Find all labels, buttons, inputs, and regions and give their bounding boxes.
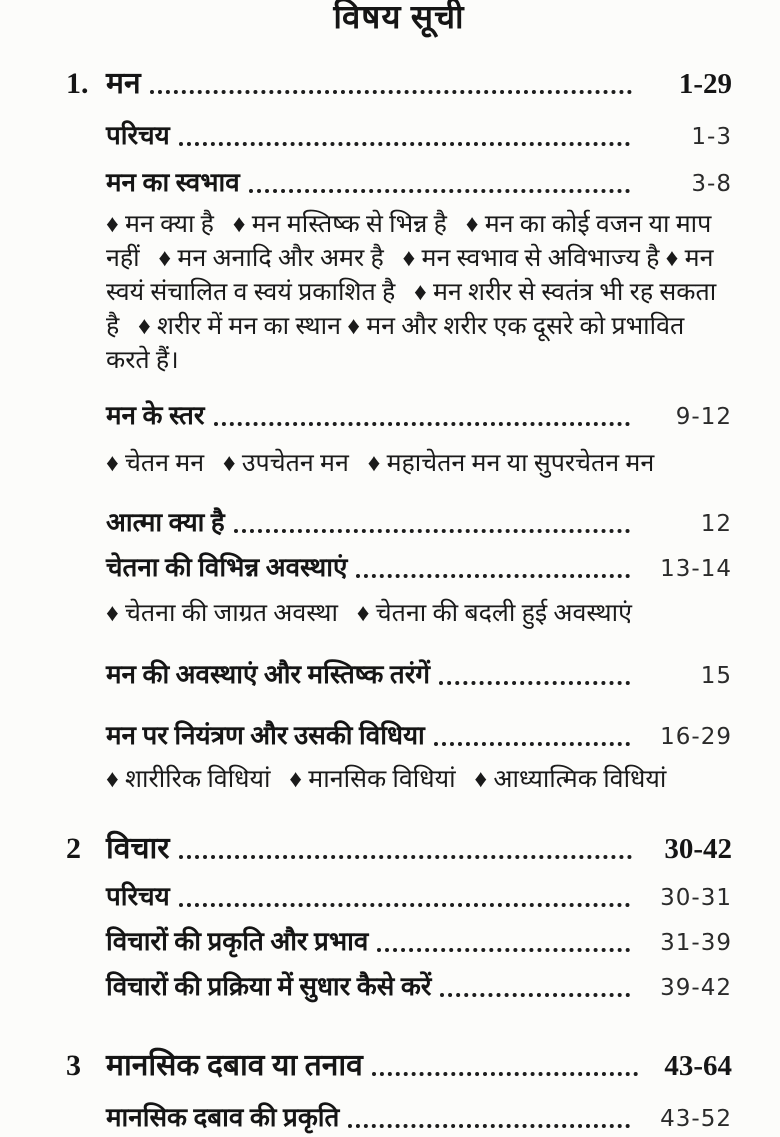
entry-pages: 16-29 (660, 724, 732, 750)
entry-pages: 12 (700, 511, 732, 537)
topic-list: ♦ चेतना की जाग्रत अवस्था ♦ चेतना की बदली हुई अवस्थाएं (106, 600, 632, 627)
toc-entry-row (106, 398, 732, 435)
chapter-pages: 43-64 (664, 1050, 732, 1082)
toc-entry-row (106, 505, 732, 542)
entry-pages: 13-14 (660, 556, 732, 582)
chapter-row (66, 829, 732, 869)
dot-leader (348, 1124, 630, 1128)
chapter-number: 2 (66, 832, 81, 865)
entry-pages: 30-31 (660, 885, 732, 911)
entry-title: मानसिक दबाव की प्रकृति (106, 1103, 340, 1132)
entry-pages: 15 (700, 663, 732, 689)
entry-title: मन के स्तर (106, 401, 205, 430)
entry-title: परिचय (106, 882, 170, 911)
entry-title: विचारों की प्रकृति और प्रभाव (106, 927, 369, 956)
dot-leader (179, 855, 632, 859)
entry-pages: 39-42 (660, 975, 732, 1001)
toc-entry-row (106, 969, 732, 1006)
toc-entry-row (106, 118, 732, 155)
toc-entry-row (106, 879, 732, 916)
entry-pages: 43-52 (660, 1106, 732, 1132)
entry-title: मन का स्वभाव (106, 168, 240, 197)
dot-leader (377, 948, 630, 952)
chapter-title: मानसिक दबाव या तनाव (106, 1049, 363, 1082)
chapter-number: 1. (66, 67, 89, 100)
dot-leader (439, 681, 630, 685)
chapter-pages: 30-42 (664, 833, 732, 865)
entry-pages: 9-12 (675, 404, 732, 430)
topic-list: ♦ मन क्या है ♦ मन मस्तिष्क से भिन्न है ♦ मन का कोई वजन या माप नहीं ♦ मन अनादि और अमर है ♦ मन स्वभाव से अविभाज्य है ♦ मन स्वयं संचालित व स्वयं प्रकाशित है ♦ मन शरीर से स्वतंत्र भी रह सकता है ♦ शरीर में मन का स्थान ♦ मन और शरीर एक दूसरे को प्रभावित करते हैं। (106, 211, 717, 374)
dot-leader (150, 90, 632, 94)
toc-entry-row (106, 550, 732, 587)
toc-entry-row (106, 1100, 732, 1137)
page-title: विषय सूची (333, 0, 465, 36)
entry-title: विचारों की प्रक्रिया में सुधार कैसे करें (106, 972, 432, 1001)
chapter-row (66, 1046, 732, 1086)
topic-list: ♦ चेतन मन ♦ उपचेतन मन ♦ महाचेतन मन या सुपरचेतन मन (106, 450, 655, 477)
dot-leader (356, 574, 630, 578)
dot-leader (434, 742, 630, 746)
chapter-pages: 1-29 (678, 68, 732, 100)
topic-list: ♦ शारीरिक विधियां ♦ मानसिक विधियां ♦ आध्यात्मिक विधियां (106, 766, 667, 793)
toc-entry-row (106, 657, 732, 694)
chapter-title: विचार (106, 832, 170, 865)
entry-title: मन पर नियंत्रण और उसकी विधिया (106, 721, 425, 750)
entry-pages: 1-3 (691, 124, 732, 150)
toc-entry-row (106, 718, 732, 755)
toc-entry-row (106, 924, 732, 961)
chapter-title: मन (106, 67, 141, 100)
chapter-row (66, 64, 732, 104)
entry-pages: 31-39 (660, 930, 732, 956)
toc-entry-row (106, 165, 732, 202)
entry-title: चेतना की विभिन्न अवस्थाएं (106, 553, 348, 582)
entry-title: मन की अवस्थाएं और मस्तिष्क तरंगें (106, 660, 430, 689)
entry-pages: 3-8 (691, 171, 732, 197)
dot-leader (214, 422, 630, 426)
entry-title: परिचय (106, 121, 170, 150)
dot-leader (234, 529, 630, 533)
chapter-number: 3 (66, 1049, 81, 1082)
dot-leader (249, 189, 630, 193)
dot-leader (179, 142, 630, 146)
dot-leader (372, 1072, 638, 1076)
entry-title: आत्मा क्या है (106, 508, 225, 537)
dot-leader (440, 993, 630, 997)
dot-leader (179, 903, 630, 907)
